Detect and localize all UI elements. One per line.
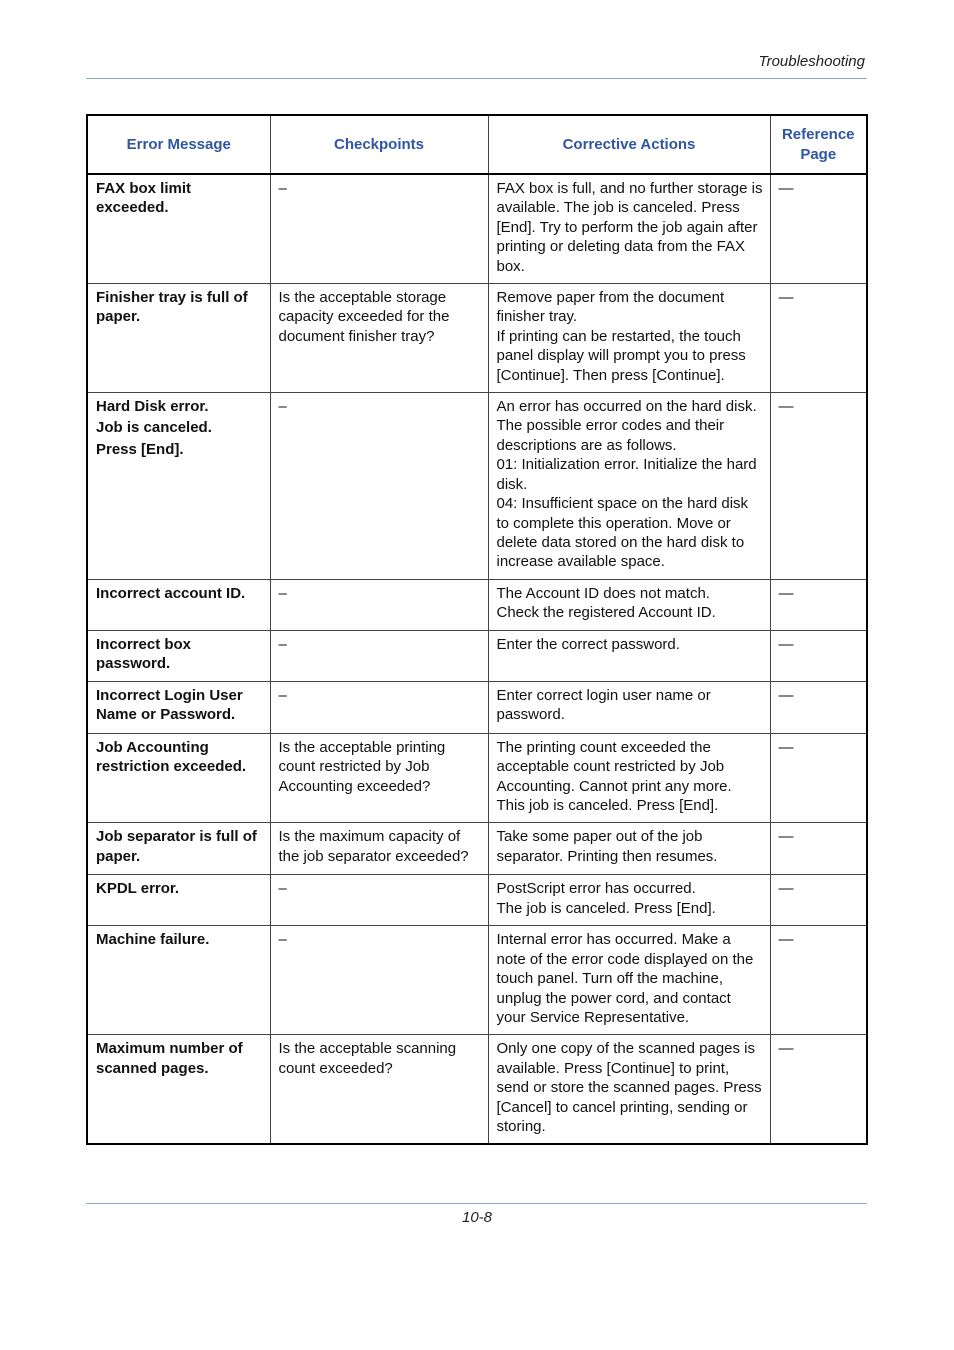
corrective-action-text: 01: Initialization error. Initialize the hard disk. bbox=[496, 456, 757, 493]
checkpoint-cell: – bbox=[270, 926, 488, 1035]
corrective-action-text: Check the registered Account ID. bbox=[496, 604, 716, 622]
reference-page-cell: — bbox=[770, 875, 867, 926]
checkpoint-cell: – bbox=[270, 875, 488, 926]
table-header-row bbox=[87, 115, 867, 174]
corrective-action-text: 04: Insufficient space on the hard disk to complete this operation. Move or delete data stored on the hard disk to increase available space. bbox=[496, 495, 749, 571]
corrective-action-cell bbox=[488, 174, 770, 284]
checkpoint-cell: – bbox=[270, 174, 488, 284]
table-row bbox=[87, 393, 867, 580]
corrective-action-text: Only one copy of the scanned pages is available. Press [Continue] to print, send or store the scanned pages. Press [Cancel] to cancel printing, sending or storing. bbox=[496, 1040, 762, 1135]
corrective-action-text: The printing count exceeded the acceptable count restricted by Job Accounting. Cannot print any more. This job is canceled. Press [End]. bbox=[496, 738, 732, 814]
error-message-cell bbox=[87, 733, 270, 823]
error-message-cell bbox=[87, 579, 270, 630]
reference-page-cell: — bbox=[770, 1035, 867, 1145]
error-message-cell bbox=[87, 823, 270, 875]
error-message-cell bbox=[87, 284, 270, 393]
corrective-action-text: PostScript error has occurred. bbox=[496, 880, 696, 898]
corrective-action-text: The job is canceled. Press [End]. bbox=[496, 899, 716, 917]
corrective-action-cell bbox=[488, 823, 770, 875]
header-corrective-actions: Corrective Actions bbox=[488, 115, 770, 174]
troubleshooting-table bbox=[86, 114, 868, 1145]
corrective-action-cell bbox=[488, 926, 770, 1035]
footer-rule bbox=[86, 1203, 867, 1204]
checkpoint-cell: Is the acceptable storage capacity exceeded for the document finisher tray? bbox=[270, 284, 488, 393]
corrective-action-cell bbox=[488, 630, 770, 681]
table-row bbox=[87, 733, 867, 823]
corrective-action-cell bbox=[488, 875, 770, 926]
error-message-text: Hard Disk error. bbox=[96, 398, 209, 416]
corrective-action-text: Remove paper from the document finisher tray. bbox=[496, 289, 725, 326]
error-message-cell bbox=[87, 681, 270, 733]
error-message-text: Finisher tray is full of paper. bbox=[96, 289, 248, 326]
checkpoint-cell: – bbox=[270, 393, 488, 580]
checkpoint-cell: – bbox=[270, 579, 488, 630]
error-message-cell bbox=[87, 1035, 270, 1145]
reference-page-cell: — bbox=[770, 579, 867, 630]
corrective-action-text: If printing can be restarted, the touch panel display will prompt you to press [Continue]. Then press [Continue]. bbox=[496, 327, 746, 384]
error-message-text: Job separator is full of paper. bbox=[96, 828, 257, 865]
reference-page-cell: — bbox=[770, 926, 867, 1035]
corrective-action-text: Internal error has occurred. Make a note of the error code displayed on the touch panel. Turn off the machine, unplug the power cord, and contact your Service Representative. bbox=[496, 931, 754, 1026]
table-row bbox=[87, 630, 867, 681]
error-message-text: Press [End]. bbox=[96, 440, 184, 458]
table-row bbox=[87, 174, 867, 284]
table-row bbox=[87, 579, 867, 630]
header-checkpoints: Checkpoints bbox=[270, 115, 488, 174]
corrective-action-text: An error has occurred on the hard disk. The possible error codes and their descriptions are as follows. bbox=[496, 398, 757, 454]
checkpoint-cell: – bbox=[270, 630, 488, 681]
corrective-action-cell bbox=[488, 681, 770, 733]
checkpoint-cell: Is the acceptable scanning count exceeded? bbox=[270, 1035, 488, 1145]
error-message-text: Incorrect account ID. bbox=[96, 584, 246, 602]
error-message-cell bbox=[87, 926, 270, 1035]
error-message-text: Job is canceled. bbox=[96, 419, 212, 437]
table-row bbox=[87, 681, 867, 733]
reference-page-cell: — bbox=[770, 733, 867, 823]
checkpoint-cell: – bbox=[270, 681, 488, 733]
table-body bbox=[87, 174, 867, 1144]
corrective-action-cell bbox=[488, 579, 770, 630]
error-message-text: Maximum number of scanned pages. bbox=[96, 1040, 243, 1077]
header-rule bbox=[86, 78, 867, 79]
corrective-action-text: The Account ID does not match. bbox=[496, 584, 710, 602]
corrective-action-text: FAX box is full, and no further storage is available. The job is canceled. Press [End]. Try to perform the job again after printing or deleting data from the FAX box. bbox=[496, 180, 763, 275]
error-message-cell bbox=[87, 875, 270, 926]
error-message-cell bbox=[87, 393, 270, 580]
corrective-action-text: Enter correct login user name or password. bbox=[496, 686, 711, 724]
corrective-action-text: Enter the correct password. bbox=[496, 635, 680, 653]
reference-page-cell: — bbox=[770, 681, 867, 733]
table-row bbox=[87, 284, 867, 393]
corrective-action-cell bbox=[488, 1035, 770, 1145]
reference-page-cell: — bbox=[770, 823, 867, 875]
reference-page-cell: — bbox=[770, 284, 867, 393]
corrective-action-cell bbox=[488, 393, 770, 580]
error-message-text: Job Accounting restriction exceeded. bbox=[96, 738, 247, 776]
table-row bbox=[87, 875, 867, 926]
reference-page-cell: — bbox=[770, 630, 867, 681]
error-message-cell bbox=[87, 630, 270, 681]
error-message-text: FAX box limit exceeded. bbox=[96, 180, 192, 217]
corrective-action-text: Take some paper out of the job separator. Printing then resumes. bbox=[496, 828, 718, 865]
header-error-message: Error Message bbox=[87, 115, 270, 174]
page-number: 10-8 bbox=[461, 1209, 493, 1226]
error-message-text: Incorrect box password. bbox=[96, 635, 192, 673]
reference-page-cell: — bbox=[770, 174, 867, 284]
table-row bbox=[87, 926, 867, 1035]
table-row bbox=[87, 1035, 867, 1145]
error-message-text: KPDL error. bbox=[96, 880, 180, 898]
corrective-action-cell bbox=[488, 284, 770, 393]
error-message-cell bbox=[87, 174, 270, 284]
error-message-text: Machine failure. bbox=[96, 931, 210, 949]
running-header-title: Troubleshooting bbox=[758, 53, 865, 70]
header-reference-page: Reference Page bbox=[770, 115, 867, 174]
table-row bbox=[87, 823, 867, 875]
checkpoint-cell: Is the acceptable printing count restricted by Job Accounting exceeded? bbox=[270, 733, 488, 823]
error-message-text: Incorrect Login User Name or Password. bbox=[96, 686, 243, 724]
corrective-action-cell bbox=[488, 733, 770, 823]
checkpoint-cell: Is the maximum capacity of the job separator exceeded? bbox=[270, 823, 488, 875]
reference-page-cell: — bbox=[770, 393, 867, 580]
